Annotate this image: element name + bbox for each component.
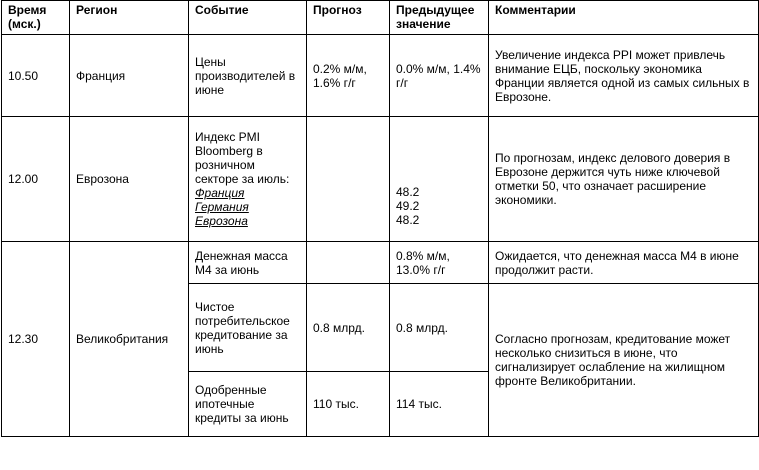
cell-comment: Увеличение индекса PPI может привлечь внимание ЕЦБ, поскольку экономика Франции является одной из самых сильных в Еврозоне. — [489, 35, 759, 117]
cell-comment: Ожидается, что денежная масса M4 в июне продолжит расти. — [489, 242, 759, 284]
cell-forecast — [307, 242, 390, 284]
economic-calendar-table — [1, 0, 759, 437]
previous-france: 48.2 — [396, 185, 420, 199]
cell-previous — [390, 117, 489, 242]
cell-forecast: 0.8 млрд. — [307, 284, 390, 372]
cell-event: Цены производителей в июне — [189, 35, 307, 117]
previous-eurozone: 48.2 — [396, 213, 420, 227]
header-region: Регион — [70, 1, 189, 35]
header-time: Время (мск.) — [2, 1, 70, 35]
header-comments: Комментарии — [489, 1, 759, 35]
cell-event — [189, 117, 307, 242]
header-previous: Предыдущее значение — [390, 1, 489, 35]
cell-event: Денежная масса M4 за июнь — [189, 242, 307, 284]
cell-time: 10.50 — [2, 35, 70, 117]
cell-previous: 0.8 млрд. — [390, 284, 489, 372]
event-text: Индекс PMI Bloomberg в розничном секторе за июль: — [195, 130, 290, 186]
previous-germany: 49.2 — [396, 199, 420, 213]
cell-region: Великобритания — [70, 242, 189, 437]
cell-previous: 114 тыс. — [390, 372, 489, 437]
table-row-uk-money-supply — [2, 242, 759, 284]
cell-event: Одобренные ипотечные кредиты за июнь — [189, 372, 307, 437]
link-france[interactable]: Франция — [195, 186, 245, 200]
link-germany[interactable]: Германия — [195, 200, 249, 214]
cell-forecast: 0.2% м/м, 1.6% г/г — [307, 35, 390, 117]
link-eurozone[interactable]: Еврозона — [195, 214, 248, 228]
cell-region: Еврозона — [70, 117, 189, 242]
cell-previous: 0.0% м/м, 1.4% г/г — [390, 35, 489, 117]
table-row-france — [2, 35, 759, 117]
cell-comment: По прогнозам, индекс делового доверия в Еврозоне держится чуть ниже ключевой отметки 50, что означает расширение экономики. — [489, 117, 759, 242]
cell-comment: Согласно прогнозам, кредитование может несколько снизиться в июне, что сигнализирует ослабление на жилищном фронте Великобритании. — [489, 284, 759, 437]
cell-region: Франция — [70, 35, 189, 117]
header-forecast: Прогноз — [307, 1, 390, 35]
header-event: Событие — [189, 1, 307, 35]
table-row-eurozone — [2, 117, 759, 242]
cell-forecast: 110 тыс. — [307, 372, 390, 437]
cell-time: 12.30 — [2, 242, 70, 437]
cell-forecast — [307, 117, 390, 242]
cell-event: Чистое потребительское кредитование за июнь — [189, 284, 307, 372]
cell-previous: 0.8% м/м, 13.0% г/г — [390, 242, 489, 284]
cell-time: 12.00 — [2, 117, 70, 242]
header-row — [2, 1, 759, 35]
